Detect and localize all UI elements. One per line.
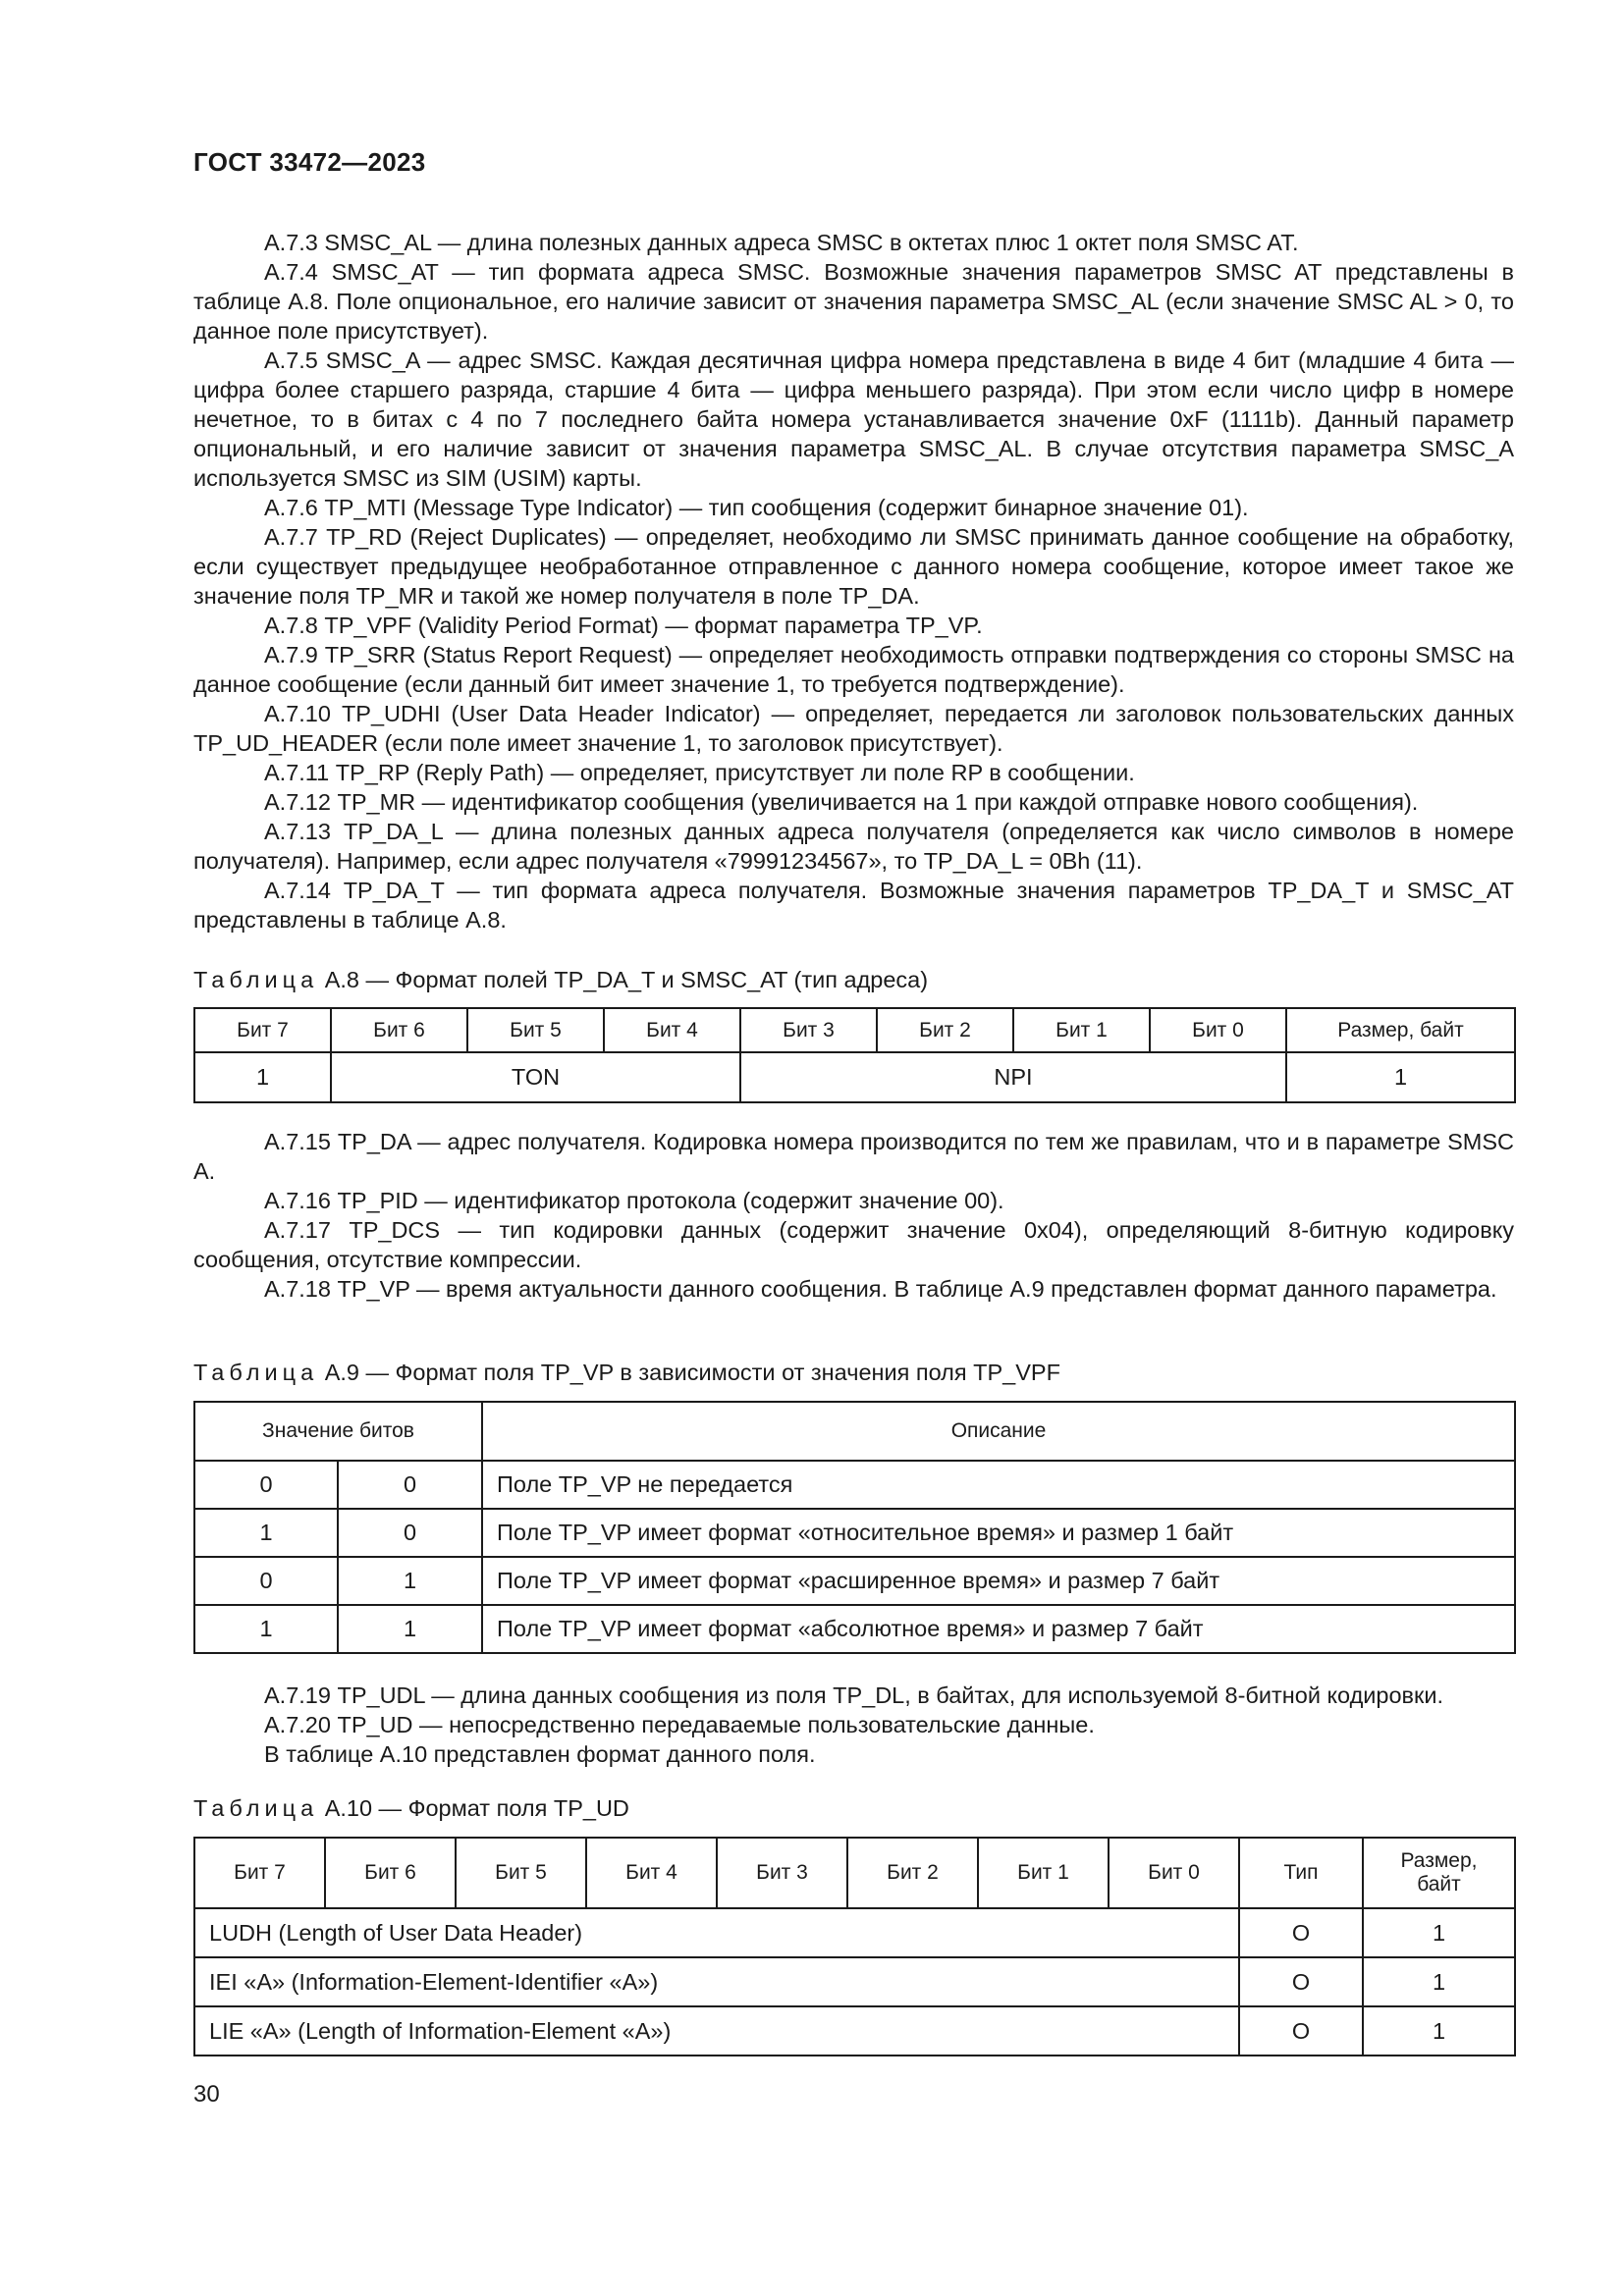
table-a9-caption xyxy=(193,1360,1060,1386)
table-a10 xyxy=(193,1837,1516,2056)
header-cell: Бит 6 xyxy=(331,1008,467,1052)
paragraph: А.7.13 TP_DA_L — длина полезных данных адреса получателя (определяется как число символов в номере получателя). Например, если адрес получателя «79991234567», то TP_DA_L = 0Bh (11). xyxy=(193,819,1514,874)
header-cell: Бит 7 xyxy=(194,1838,325,1908)
table-cell: 1 xyxy=(1363,2006,1515,2056)
table-row xyxy=(194,1957,1515,2006)
table-cell: O xyxy=(1239,2006,1363,2056)
caption-word: Таблица xyxy=(193,967,319,992)
table-cell: 1 xyxy=(194,1052,331,1102)
header-cell: Бит 0 xyxy=(1150,1008,1286,1052)
table-header-row xyxy=(194,1008,1515,1052)
header-cell: Бит 0 xyxy=(1109,1838,1239,1908)
table-header-row xyxy=(194,1838,1515,1908)
header-cell: Бит 2 xyxy=(877,1008,1013,1052)
caption-word: Таблица xyxy=(193,1795,319,1821)
header-cell: Значение битов xyxy=(194,1402,482,1461)
table-cell: 1 xyxy=(194,1605,338,1653)
paragraph: В таблице А.10 представлен формат данного поля. xyxy=(264,1741,816,1767)
table-cell: 1 xyxy=(1363,1908,1515,1957)
table-cell: NPI xyxy=(740,1052,1286,1102)
header-cell: Размер, байт xyxy=(1286,1008,1515,1052)
header-cell: Бит 1 xyxy=(978,1838,1109,1908)
paragraph: А.7.4 SMSC_AT — тип формата адреса SMSC. Возможные значения параметров SMSC AT представлены в таблице А.8. Поле опциональное, его наличие зависит от значения параметра SMSC_AL (если значение SMSC AL > 0, то данное поле присутствует). xyxy=(193,259,1514,344)
table-cell: O xyxy=(1239,1908,1363,1957)
table-cell: 1 xyxy=(338,1557,482,1605)
header-cell: Размер, байт xyxy=(1363,1838,1515,1908)
table-cell: Поле TP_VP имеет формат «абсолютное время» и размер 7 байт xyxy=(482,1605,1515,1653)
paragraph: А.7.3 SMSC_AL — длина полезных данных адреса SMSC в октетах плюс 1 октет поля SMSC AT. xyxy=(264,230,1299,255)
header-cell: Бит 7 xyxy=(194,1008,331,1052)
table-a10-caption xyxy=(193,1795,629,1822)
paragraph: А.7.6 TP_MTI (Message Type Indicator) — тип сообщения (содержит бинарное значение 01). xyxy=(264,495,1249,520)
table-row xyxy=(194,2006,1515,2056)
table-row xyxy=(194,1052,1515,1102)
paragraph: А.7.8 TP_VPF (Validity Period Format) — формат параметра TP_VP. xyxy=(264,613,983,638)
table-row xyxy=(194,1605,1515,1653)
table-cell: O xyxy=(1239,1957,1363,2006)
paragraph: А.7.12 TP_MR — идентификатор сообщения (увеличивается на 1 при каждой отправке нового сообщения). xyxy=(264,789,1419,815)
header-cell: Бит 1 xyxy=(1013,1008,1150,1052)
paragraph: А.7.5 SMSC_A — адрес SMSC. Каждая десятичная цифра номера представлена в виде 4 бит (младшие 4 бита — цифра более старшего разряда, старшие 4 бита — цифра меньшего разряда). При этом если число цифр в номере нечетное, то в битах с 4 по 7 последнего байта номера устанавливается значение 0xF (1111b). Данный параметр опциональный, и его наличие зависит от значения параметра SMSC_AL. В случае отсутствия параметра SMSC_A используется SMSC из SIM (USIM) карты. xyxy=(193,347,1514,491)
table-a8-caption xyxy=(193,967,928,993)
caption-text: А.9 — Формат поля TP_VP в зависимости от значения поля TP_VPF xyxy=(324,1360,1060,1385)
paragraph: А.7.10 TP_UDHI (User Data Header Indicator) — определяет, передается ли заголовок пользовательских данных TP_UD_HEADER (если поле имеет значение 1, то заголовок присутствует). xyxy=(193,701,1514,756)
header-cell: Бит 6 xyxy=(325,1838,456,1908)
paragraphs-a7-15-to-a7-18 xyxy=(193,1127,1514,1304)
header-cell: Бит 3 xyxy=(717,1838,847,1908)
table-cell: 0 xyxy=(194,1461,338,1509)
paragraphs-a7-19-to-a7-20 xyxy=(193,1681,1514,1769)
paragraph: А.7.14 TP_DA_T — тип формата адреса получателя. Возможные значения параметров TP_DA_T и SMSC_AT представлены в таблице А.8. xyxy=(193,878,1514,933)
paragraph: А.7.18 TP_VP — время актуальности данного сообщения. В таблице А.9 представлен формат данного параметра. xyxy=(264,1276,1497,1302)
table-header-row xyxy=(194,1402,1515,1461)
table-cell: Поле TP_VP имеет формат «относительное время» и размер 1 байт xyxy=(482,1509,1515,1557)
header-cell: Описание xyxy=(482,1402,1515,1461)
header-cell: Тип xyxy=(1239,1838,1363,1908)
paragraph: А.7.17 TP_DCS — тип кодировки данных (содержит значение 0x04), определяющий 8-битную кодировку сообщения, отсутствие компрессии. xyxy=(193,1217,1514,1272)
paragraph: А.7.9 TP_SRR (Status Report Request) — определяет необходимость отправки подтверждения со стороны SMSC на данное сообщение (если данный бит имеет значение 1, то требуется подтверждение). xyxy=(193,642,1514,697)
header-cell: Бит 4 xyxy=(586,1838,717,1908)
header-cell: Бит 3 xyxy=(740,1008,877,1052)
table-row xyxy=(194,1557,1515,1605)
document-header: ГОСТ 33472—2023 xyxy=(193,147,426,177)
header-cell: Бит 4 xyxy=(604,1008,740,1052)
caption-text: А.8 — Формат полей TP_DA_T и SMSC_AT (тип адреса) xyxy=(324,967,929,992)
table-cell: 1 xyxy=(194,1509,338,1557)
paragraphs-a7-3-to-a7-14 xyxy=(193,228,1514,934)
table-cell: 1 xyxy=(338,1605,482,1653)
header-cell: Бит 5 xyxy=(467,1008,604,1052)
table-cell: 1 xyxy=(1363,1957,1515,2006)
paragraph: А.7.11 TP_RP (Reply Path) — определяет, присутствует ли поле RP в сообщении. xyxy=(264,760,1135,785)
table-cell: LUDH (Length of User Data Header) xyxy=(194,1908,1239,1957)
table-cell: TON xyxy=(331,1052,740,1102)
caption-word: Таблица xyxy=(193,1360,319,1385)
table-cell: 0 xyxy=(194,1557,338,1605)
paragraph: А.7.16 TP_PID — идентификатор протокола (содержит значение 00). xyxy=(264,1188,1004,1213)
header-cell: Бит 5 xyxy=(456,1838,586,1908)
table-row xyxy=(194,1908,1515,1957)
table-cell: Поле TP_VP не передается xyxy=(482,1461,1515,1509)
table-cell: 1 xyxy=(1286,1052,1515,1102)
table-cell: Поле TP_VP имеет формат «расширенное время» и размер 7 байт xyxy=(482,1557,1515,1605)
table-cell: LIE «A» (Length of Information-Element «A») xyxy=(194,2006,1239,2056)
paragraph: А.7.15 TP_DA — адрес получателя. Кодировка номера производится по тем же правилам, что и в параметре SMSC A. xyxy=(193,1129,1514,1184)
table-cell: IEI «A» (Information-Element-Identifier «A») xyxy=(194,1957,1239,2006)
table-cell: 0 xyxy=(338,1461,482,1509)
table-row xyxy=(194,1509,1515,1557)
table-row xyxy=(194,1461,1515,1509)
paragraph: А.7.7 TP_RD (Reject Duplicates) — определяет, необходимо ли SMSC принимать данное сообщение на обработку, если существует предыдущее необработанное отправленное с данного номера сообщение, которое имеет такое же значение поля TP_MR и такой же номер получателя в поле TP_DA. xyxy=(193,524,1514,609)
table-a8 xyxy=(193,1007,1516,1103)
table-a9 xyxy=(193,1401,1516,1654)
header-cell: Бит 2 xyxy=(847,1838,978,1908)
caption-text: А.10 — Формат поля TP_UD xyxy=(324,1795,629,1821)
paragraph: А.7.19 TP_UDL — длина данных сообщения из поля TP_DL, в байтах, для используемой 8-битной кодировки. xyxy=(264,1682,1443,1708)
page-number: 30 xyxy=(193,2081,220,2108)
paragraph: А.7.20 TP_UD — непосредственно передаваемые пользовательские данные. xyxy=(264,1712,1095,1737)
table-cell: 0 xyxy=(338,1509,482,1557)
